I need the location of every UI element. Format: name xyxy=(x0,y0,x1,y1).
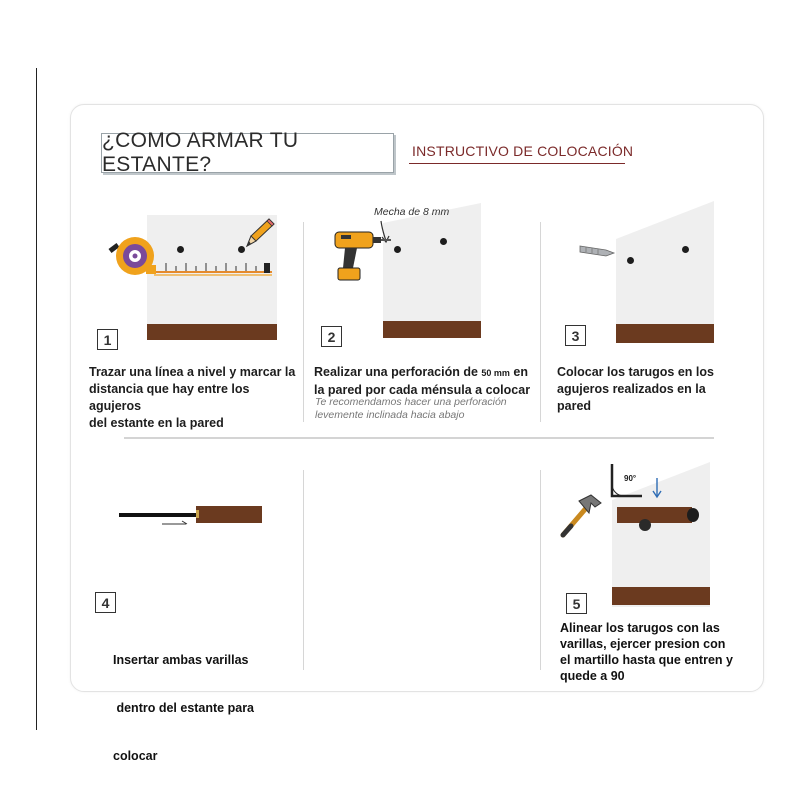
step1-shelf xyxy=(147,324,277,340)
step3-line: pared xyxy=(557,399,592,413)
step2-line-1 xyxy=(314,364,544,382)
step1-line: distancia que hay entre los agujeros xyxy=(89,382,250,413)
step1-description xyxy=(89,364,299,432)
step1-line: del estante en la pared xyxy=(89,416,224,430)
step2-hole-depth: 50 mm xyxy=(481,368,510,378)
step4-description xyxy=(113,620,303,780)
step2-tip-line: levemente inclinada hacia abajo xyxy=(315,409,465,421)
step5-number: 5 xyxy=(566,593,587,614)
step3-hole-right xyxy=(682,246,689,253)
step2-line-2: la pared por cada ménsula a colocar xyxy=(314,383,531,397)
step4-shelf-hole xyxy=(196,510,199,518)
step3-line: agujeros realizados en la xyxy=(557,382,706,396)
step1-line: Trazar una línea a nivel y marcar la xyxy=(89,365,296,379)
page-title xyxy=(101,129,394,176)
page-title-text: ¿COMO ARMAR TU ESTANTE? xyxy=(102,129,299,176)
step2-text: Realizar una perforación de xyxy=(314,365,482,379)
angle-label: 90° xyxy=(624,474,637,483)
step5-line: Alinear los tarugos con las xyxy=(560,621,720,635)
pencil-icon xyxy=(243,216,277,250)
step4-line: dentro del estante para xyxy=(113,701,255,715)
page-subtitle: INSTRUCTIVO DE COLOCACIÓN xyxy=(412,143,634,159)
step5-line: quede a 90 xyxy=(560,669,625,683)
drill-icon xyxy=(331,228,393,286)
step2-hole-right xyxy=(440,238,447,245)
step3-shelf xyxy=(616,324,714,343)
page-left-rule xyxy=(36,68,37,730)
step2-tip xyxy=(315,396,545,422)
insert-arrow-icon xyxy=(160,519,190,529)
step3-line: Colocar los tarugos en los xyxy=(557,365,714,379)
step2-tip-line: Te recomendamos hacer una perforación xyxy=(315,396,507,408)
column-divider-3 xyxy=(303,470,304,670)
step1-number: 1 xyxy=(97,329,118,350)
step2-description xyxy=(314,364,544,399)
column-divider-4 xyxy=(540,470,541,670)
step5-mounted-shelf xyxy=(617,507,692,523)
step4-line: Insertar ambas varillas xyxy=(113,653,249,667)
wall-plug-icon xyxy=(578,238,618,260)
step2-shelf xyxy=(383,321,481,338)
step5-line: el martillo hasta que entren y xyxy=(560,653,733,667)
drill-bit-label: Mecha de 8 mm xyxy=(374,206,450,218)
step2-text: en xyxy=(509,365,529,379)
subtitle-underline xyxy=(409,163,625,164)
step3-number: 3 xyxy=(565,325,586,346)
step3-description xyxy=(557,364,747,415)
arrow-down-icon xyxy=(651,476,663,500)
step4-number: 4 xyxy=(95,592,116,613)
column-divider-1 xyxy=(303,222,304,422)
hammer-icon xyxy=(557,493,607,539)
step3-hole-left xyxy=(627,257,634,264)
step4-line: colocar xyxy=(113,749,158,763)
row-divider xyxy=(124,437,714,439)
step5-shelf xyxy=(612,587,710,605)
step4-shelf-board xyxy=(196,506,262,523)
step2-hole-left xyxy=(394,246,401,253)
step5-line: varillas, ejercer presion con xyxy=(560,637,726,651)
rod-icon xyxy=(119,513,197,517)
step2-number: 2 xyxy=(321,326,342,347)
step5-description xyxy=(560,620,760,684)
step5-bracket xyxy=(639,519,651,531)
step3-wall xyxy=(616,201,716,341)
step5-rod-end xyxy=(687,508,699,522)
